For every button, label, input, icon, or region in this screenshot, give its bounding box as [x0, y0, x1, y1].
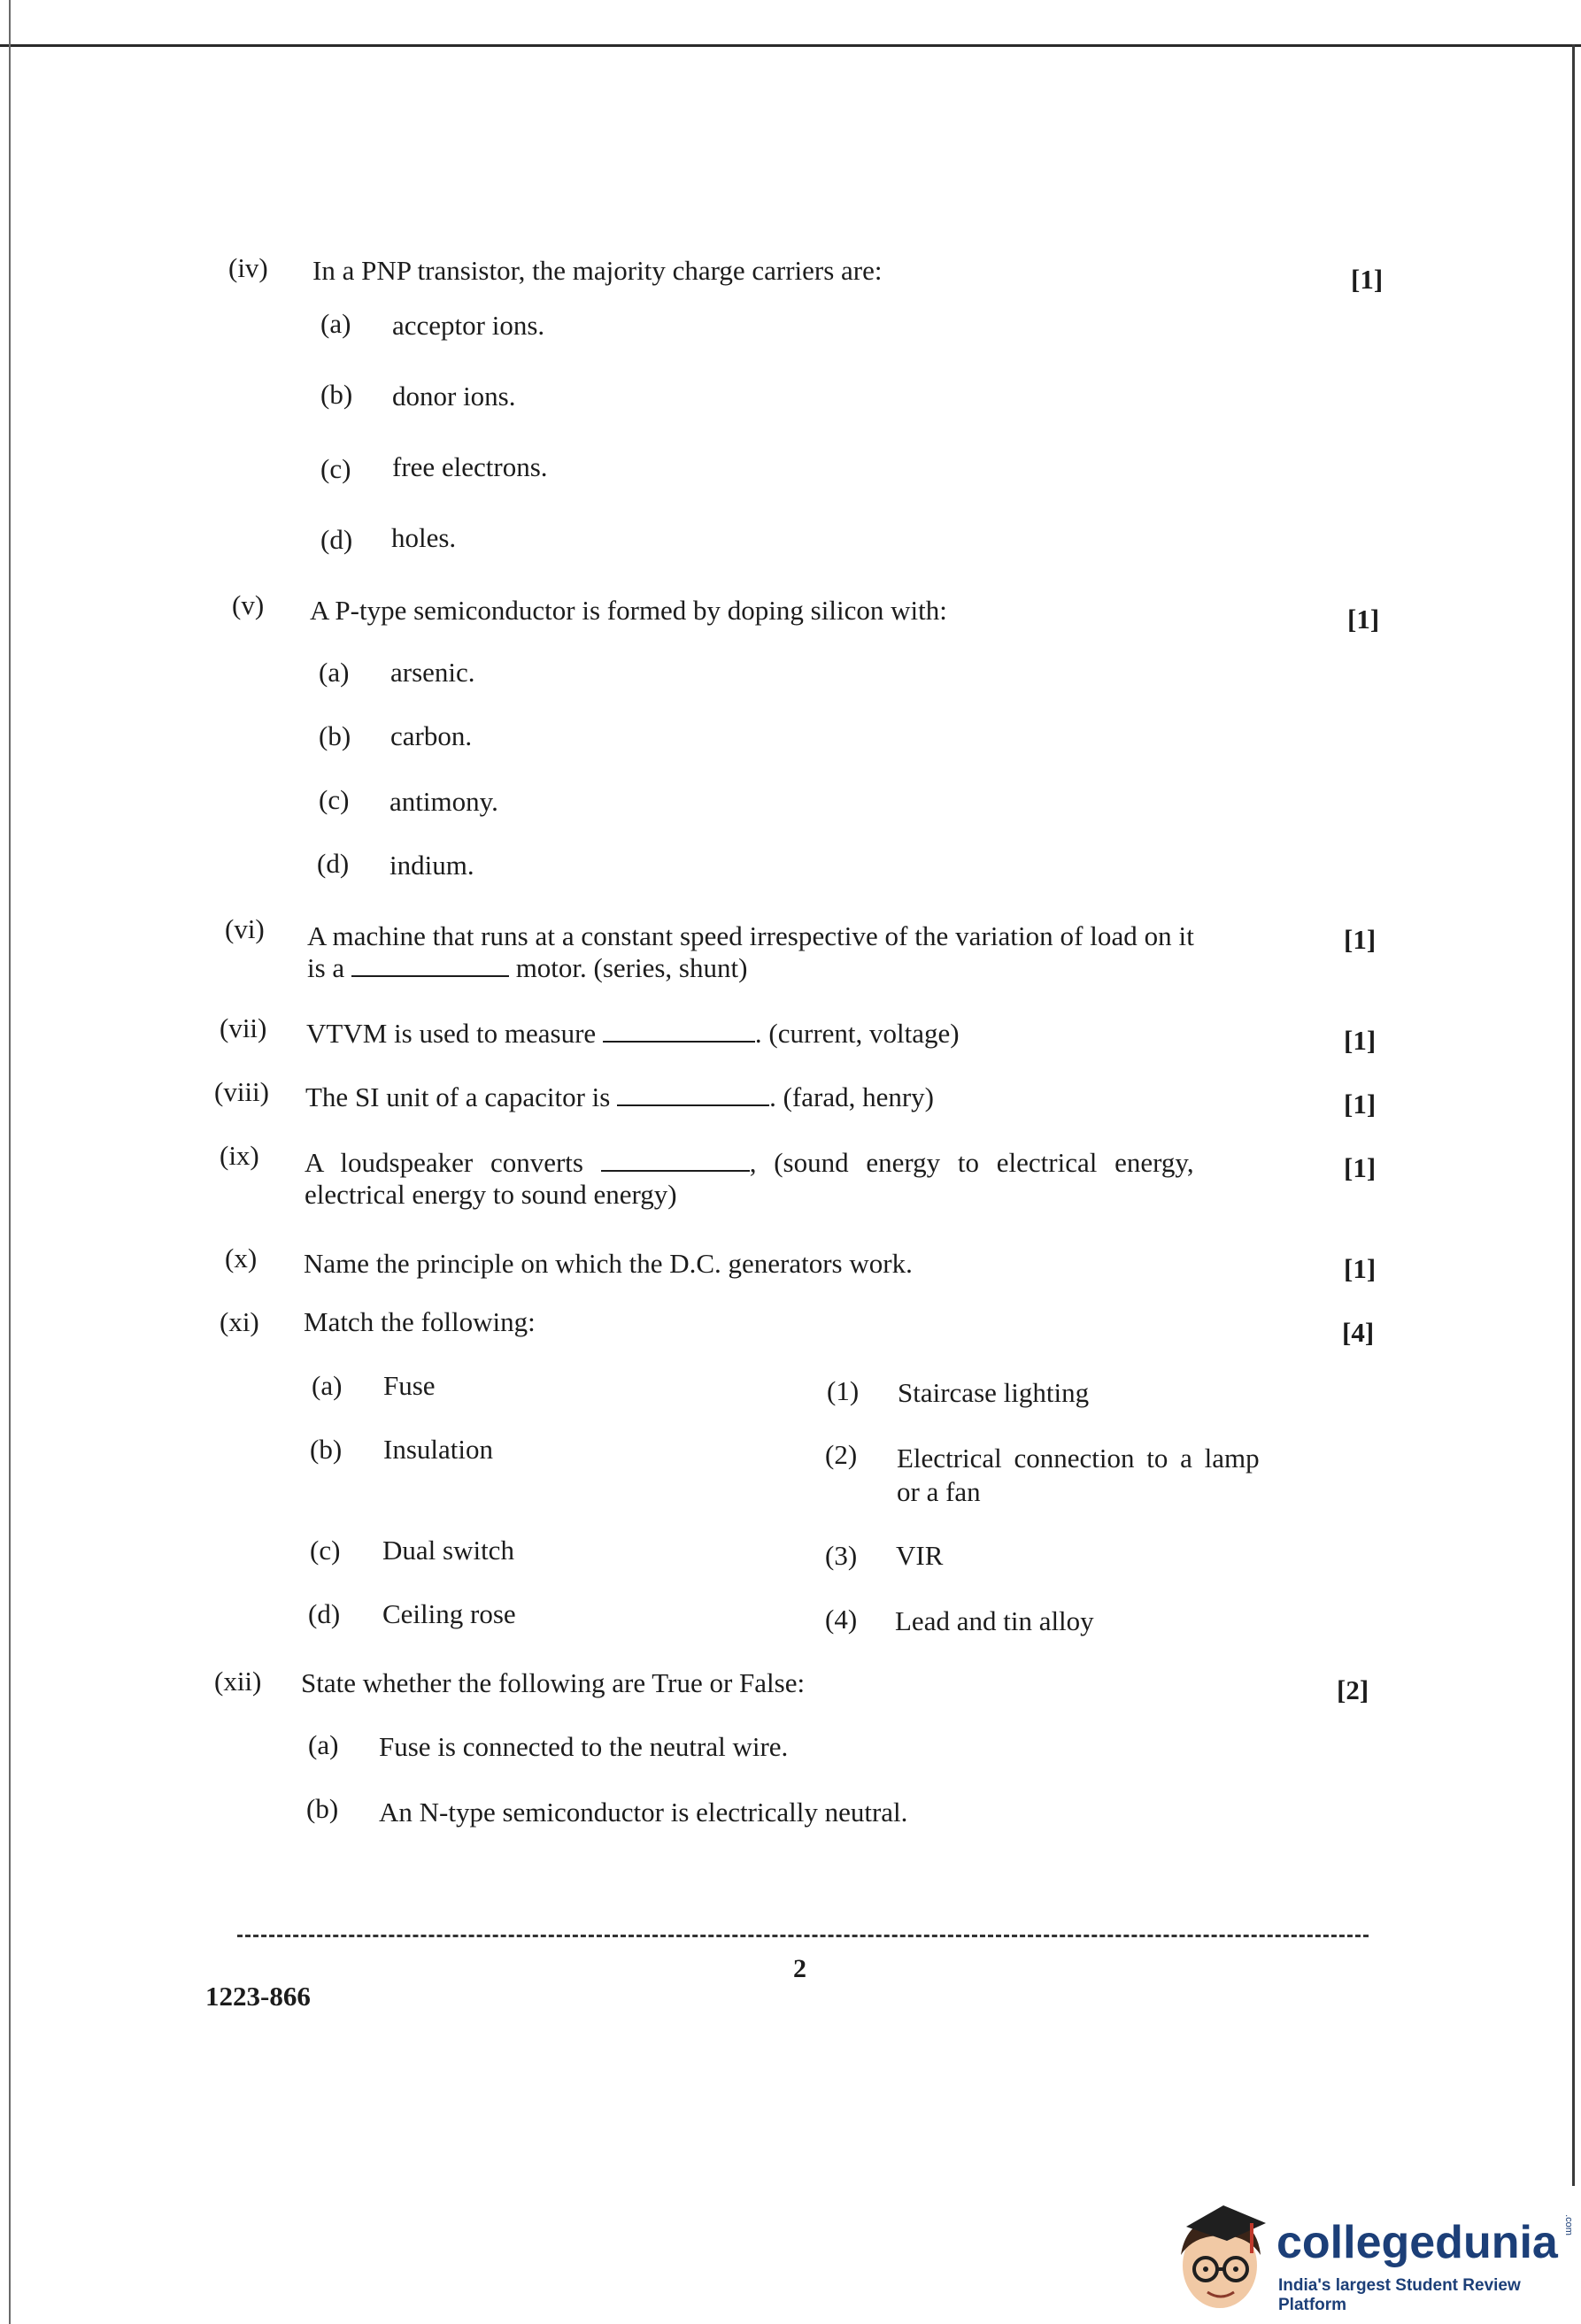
option-label: (a) [319, 657, 350, 688]
brand-tagline: India's largest Student Review Platform [1278, 2276, 1521, 2314]
question-text: State whether the following are True or False: [301, 1667, 806, 1698]
page-number: 2 [793, 1954, 806, 1983]
question-number: (vii) [220, 1012, 267, 1043]
option-label: (b) [319, 720, 351, 751]
option-text: free electrons. [392, 451, 548, 482]
question-number: (iv) [228, 252, 268, 283]
match-left-label: (a) [312, 1370, 343, 1401]
mascot-icon [1168, 2193, 1275, 2317]
option-text: acceptor ions. [392, 310, 545, 341]
question-text-post: . (current, voltage) [754, 1018, 960, 1049]
marks: [2] [1337, 1674, 1369, 1705]
answer-blank [351, 952, 509, 977]
match-right-text: Lead and tin alloy [895, 1605, 1094, 1636]
option-label: (d) [320, 524, 353, 555]
question-number: (v) [232, 589, 265, 620]
option-text: carbon. [390, 720, 473, 751]
scan-edge-top [0, 44, 1581, 47]
question-text: A machine that runs at a constant speed irrespective of the variation of load on it [307, 920, 1194, 951]
match-right-label: (3) [825, 1540, 858, 1571]
brand-name: collegedunia [1276, 2217, 1558, 2268]
option-text: holes. [391, 522, 457, 553]
match-right-label: (2) [825, 1439, 858, 1470]
marks: [4] [1342, 1317, 1375, 1348]
question-text-post: . (farad, henry) [769, 1081, 934, 1112]
footer-divider [237, 1935, 1369, 1937]
scan-edge-right [1572, 44, 1575, 2186]
question-text [306, 1016, 960, 1051]
question-text-line2 [307, 950, 747, 986]
question-text-line2: electrical energy to sound energy) [305, 1179, 677, 1210]
option-label: (b) [320, 379, 353, 410]
marks: [1] [1344, 1152, 1377, 1183]
question-text-post: , (sound energy to electrical energy, [749, 1147, 1194, 1178]
question-text-pre: The SI unit of a capacitor is [305, 1081, 611, 1112]
question-text: A P-type semiconductor is formed by doping silicon with: [310, 595, 947, 626]
match-left-text: Ceiling rose [382, 1598, 516, 1629]
answer-blank [601, 1147, 750, 1172]
match-right-text: VIR [896, 1540, 944, 1571]
question-text-pre: VTVM is used to measure [306, 1018, 597, 1049]
marks: [1] [1344, 1253, 1377, 1284]
match-left-label: (b) [310, 1434, 343, 1465]
brand-suffix: .com [1562, 2214, 1574, 2236]
option-text: antimony. [389, 786, 498, 817]
match-left-label: (d) [308, 1598, 341, 1629]
option-text: Fuse is connected to the neutral wire. [379, 1731, 789, 1762]
match-left-text: Insulation [383, 1434, 493, 1465]
match-left-label: (c) [310, 1535, 341, 1566]
question-text [305, 1145, 1194, 1181]
option-label: (d) [317, 848, 350, 879]
match-right-label: (1) [827, 1375, 860, 1406]
question-text: Match the following: [304, 1306, 536, 1337]
option-label: (b) [306, 1793, 339, 1824]
match-right-text: Staircase lighting [898, 1377, 1090, 1408]
option-label: (a) [320, 308, 351, 339]
match-right-label: (4) [825, 1604, 858, 1635]
marks: [1] [1344, 1025, 1377, 1056]
scan-edge-left [9, 0, 11, 2324]
question-text-pre: A loudspeaker converts [305, 1147, 583, 1178]
match-left-text: Dual switch [382, 1535, 514, 1566]
marks: [1] [1351, 264, 1384, 295]
question-number: (xi) [220, 1306, 259, 1337]
match-right-text: Electrical connection to a lamp [897, 1443, 1260, 1474]
question-number: (vi) [225, 913, 265, 944]
option-text: donor ions. [392, 381, 516, 412]
option-text: indium. [389, 850, 474, 881]
question-number: (viii) [214, 1076, 269, 1107]
question-text [305, 1080, 934, 1115]
answer-blank [603, 1018, 755, 1043]
marks: [1] [1344, 1089, 1377, 1120]
question-number: (xii) [214, 1666, 262, 1697]
option-label: (a) [308, 1729, 339, 1760]
match-right-text-line2: or a fan [897, 1476, 981, 1507]
marks: [1] [1344, 924, 1377, 955]
option-text: arsenic. [390, 657, 475, 688]
question-text: In a PNP transistor, the majority charge carriers are: [312, 255, 883, 286]
question-text-post: motor. (series, shunt) [515, 952, 748, 983]
option-label: (c) [319, 784, 350, 815]
answer-blank [617, 1081, 769, 1106]
match-left-text: Fuse [383, 1370, 436, 1401]
question-text: Name the principle on which the D.C. generators work. [304, 1248, 913, 1279]
option-text: An N-type semiconductor is electrically neutral. [379, 1797, 908, 1828]
option-label: (c) [320, 453, 351, 484]
question-number: (x) [225, 1243, 258, 1274]
question-number: (ix) [220, 1140, 259, 1171]
collegedunia-watermark [1168, 2193, 1576, 2317]
question-text-pre: is a [307, 952, 345, 983]
marks: [1] [1347, 604, 1380, 635]
paper-code: 1223-866 [205, 1981, 311, 2012]
